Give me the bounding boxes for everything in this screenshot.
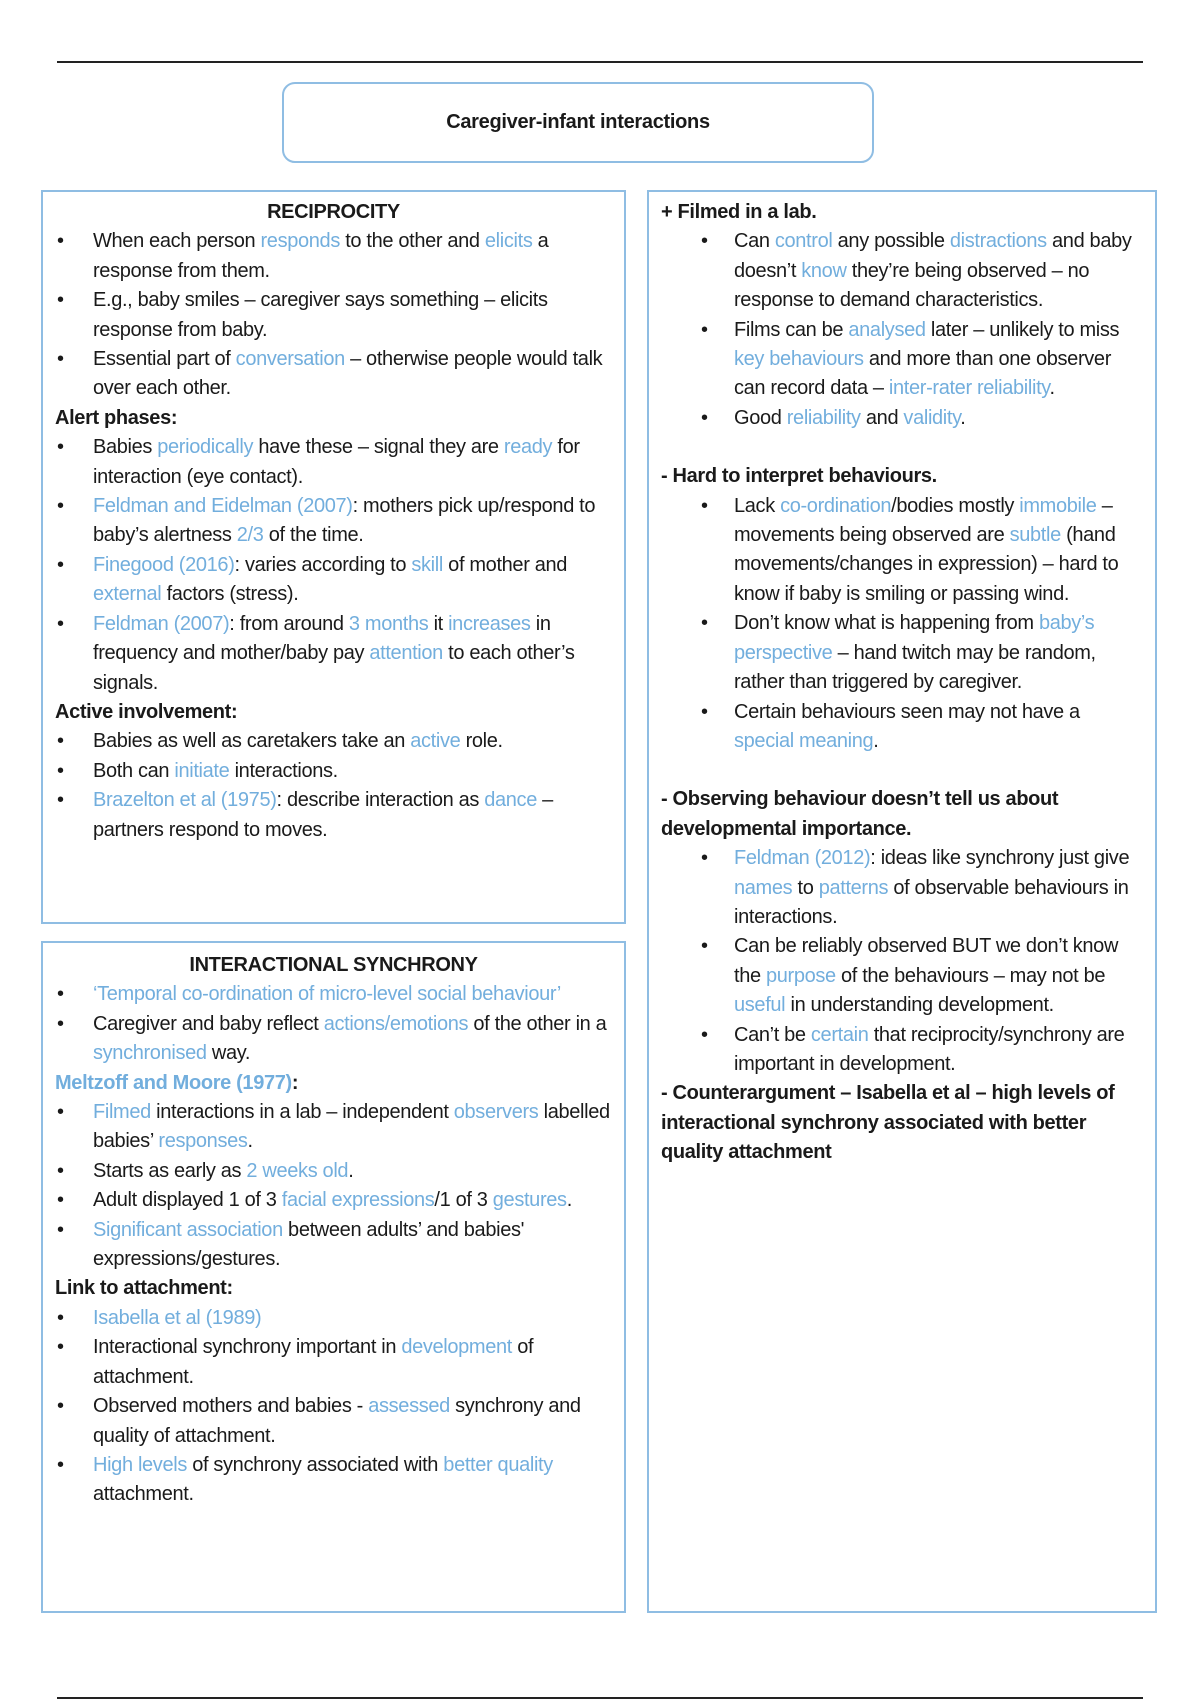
text-segment: Can [734,230,775,253]
highlighted-term: gestures [492,1189,567,1212]
subheading [55,1274,612,1303]
subheading [55,698,612,727]
bullet-item [55,1157,612,1186]
bullet-item [55,610,612,698]
highlighted-term: key behaviours [734,348,864,371]
text-segment: Certain behaviours seen may not have a [734,700,1080,723]
text-segment: Link to attachment: [55,1277,233,1300]
text-segment: Good [734,406,787,429]
text-segment: . [247,1130,253,1153]
text-segment: interactions. [229,759,338,782]
highlighted-term: ready [503,436,553,459]
text-segment: of the time. [263,524,364,547]
highlighted-term: skill [411,553,443,576]
bullet-item [661,492,1143,610]
highlighted-term: observers [453,1101,539,1124]
text-segment: later – unlikely to miss [925,318,1120,341]
reciprocity-box [41,190,626,924]
highlighted-term: 2/3 [236,524,264,547]
text-segment: Films can be [734,318,849,341]
text-segment: Essential part of [93,348,236,371]
highlighted-term: patterns [818,876,889,899]
text-segment: - Counterargument – Isabella et al – high levels of interactional synchrony associated with better quality attachment [661,1082,1115,1164]
highlighted-term: Meltzoff and Moore (1977) [55,1071,292,1094]
text-segment: of synchrony associated with [186,1453,444,1476]
evaluation-box [647,190,1157,1613]
text-segment: RECIPROCITY [267,201,400,223]
text-segment: to the other and [339,230,485,253]
text-segment: of the other in a [468,1012,607,1035]
highlighted-term: special meaning [734,729,874,752]
bullet-item [661,227,1143,315]
text-segment: When each person [93,230,261,253]
text-segment: . [1049,377,1055,400]
highlighted-term: development [401,1336,512,1359]
subheading [661,1079,1143,1167]
text-segment: – otherwise people would talk over each other. [93,348,603,400]
text-segment: factors (stress). [161,583,299,606]
bullet-item [55,1098,612,1157]
spacer [661,433,1143,462]
highlighted-term: Feldman (2012) [734,847,871,870]
text-segment: Babies [93,436,158,459]
highlighted-term: increases [448,612,531,635]
text-segment: E.g., baby smiles – caregiver says something – elicits response from baby. [93,289,548,341]
highlighted-term: Feldman and Eidelman (2007) [93,495,353,518]
highlighted-term: useful [734,994,786,1017]
bullet-item [55,786,612,845]
text-segment: : [291,1071,299,1094]
highlighted-term: High levels [93,1453,187,1476]
highlighted-term: inter-rater reliability [888,377,1050,400]
text-segment: of observable behaviours in interactions. [734,876,1129,928]
spacer [661,756,1143,785]
text-segment: /bodies mostly [891,494,1020,517]
bullet-item [661,932,1143,1020]
text-segment: for interaction (eye contact). [93,436,580,488]
highlighted-term: periodically [157,436,254,459]
text-segment: /1 of 3 [434,1189,493,1212]
highlighted-term: Finegood (2016) [93,553,235,576]
highlighted-term: synchronised [93,1042,207,1065]
highlighted-term: actions/emotions [323,1012,469,1035]
highlighted-term: co-ordination [780,494,892,517]
text-segment: Starts as early as [93,1159,247,1182]
text-segment: of mother and [442,553,568,576]
highlighted-term: assessed [368,1395,450,1418]
highlighted-term: Isabella et al (1989) [93,1306,262,1329]
text-segment: Active involvement: [55,700,238,723]
text-segment: Alert phases: [55,406,178,429]
highlighted-term: control [774,230,833,253]
text-segment: . [348,1159,354,1182]
text-segment: : from around [229,612,349,635]
text-segment: - Hard to interpret behaviours. [661,465,937,488]
text-segment: and baby doesn’t [734,230,1132,282]
text-segment: Don’t know what is happening from [734,612,1039,635]
highlighted-term: attention [369,642,443,665]
highlighted-term: subtle [1009,524,1061,547]
highlighted-term: better quality [443,1453,553,1476]
text-segment: any possible [832,230,950,253]
highlighted-term: 3 months [348,612,429,635]
text-segment: + Filmed in a lab. [661,201,817,223]
highlighted-term: Significant association [93,1218,283,1241]
highlighted-term: purpose [765,964,836,987]
highlighted-term: active [410,730,461,753]
bullet-item [661,609,1143,697]
highlighted-term: validity [903,406,961,429]
bullet-item [661,404,1143,433]
text-segment: to [792,876,819,899]
highlighted-term: reliability [786,406,861,429]
text-segment: (hand movements/changes in expression) – hard to know if baby is smiling or passing wind. [734,524,1119,605]
highlighted-term: analysed [848,318,926,341]
text-segment: Can’t be [734,1023,811,1046]
top-rule [57,61,1143,63]
text-segment: role. [460,730,503,753]
interactional-synchrony-box [41,941,626,1613]
text-segment: . [873,729,879,752]
text-segment: to each other’s signals. [93,642,575,694]
text-segment: and [860,406,904,429]
highlighted-term: know [801,259,847,282]
highlighted-term: distractions [949,230,1047,253]
text-segment: that reciprocity/synchrony are important in development. [734,1023,1125,1075]
bullet-item [661,1021,1143,1080]
text-segment: Babies as well as caretakers take an [93,730,411,753]
highlighted-term: elicits [484,230,533,253]
bullet-item [55,1451,612,1510]
text-segment: in understanding development. [785,994,1054,1017]
text-segment: they’re being observed – no response to demand characteristics. [734,259,1090,312]
text-segment: attachment. [93,1483,194,1506]
text-segment: Lack [734,494,781,517]
highlighted-term: external [93,583,162,606]
subheading [661,785,1143,844]
highlighted-term: 2 weeks old [246,1159,349,1182]
section-heading [55,951,612,980]
text-segment: Caregiver and baby reflect [93,1012,324,1035]
text-segment: of attachment. [93,1336,534,1388]
highlighted-term: responses [158,1130,248,1153]
text-segment: in frequency and mother/baby pay [93,612,551,665]
text-segment: it [428,612,449,635]
text-segment: INTERACTIONAL SYNCHRONY [189,954,478,976]
text-segment: have these – signal they are [253,436,504,459]
bullet-item [55,227,612,286]
page-title: Caregiver-infant interactions [446,111,710,133]
text-segment: - Observing behaviour doesn’t tell us about developmental importance. [661,788,1059,840]
text-segment: – partners respond to moves. [93,789,553,841]
highlighted-term: certain [810,1023,869,1046]
text-segment: : describe interaction as [276,789,485,812]
text-segment: : varies according to [234,553,412,576]
subheading [661,462,1143,491]
bullet-item [661,844,1143,932]
text-segment: – movements being observed are [734,494,1113,547]
bullet-item [55,1392,612,1451]
highlighted-term: ‘Temporal co-ordination of micro-level social behaviour’ [93,983,562,1006]
text-segment: . [566,1189,572,1212]
text-segment: Both can [93,759,175,782]
bullet-item [55,286,612,345]
text-segment: of the behaviours – may not be [835,964,1106,987]
text-segment: a response from them. [93,230,549,282]
highlighted-term: immobile [1019,494,1097,517]
highlighted-term: baby’s perspective [734,612,1095,664]
bullet-item [661,698,1143,757]
text-segment: . [960,406,966,429]
text-segment: between adults’ and babies' expressions/gestures. [93,1218,525,1271]
highlighted-term: names [734,876,793,899]
text-segment: way. [206,1042,251,1065]
text-segment: Observed mothers and babies - [93,1395,369,1418]
bullet-item [55,551,612,610]
text-segment: labelled babies’ [93,1101,610,1153]
bullet-item [55,492,612,551]
subheading [55,1069,612,1098]
highlighted-term: Filmed [93,1101,151,1124]
bullet-item [55,980,612,1009]
bullet-item [55,1304,612,1333]
highlighted-term: initiate [174,759,230,782]
title-box [282,82,874,163]
highlighted-term: Feldman (2007) [93,612,230,635]
bullet-item [55,1010,612,1069]
highlighted-term: Brazelton et al (1975) [93,789,277,812]
bullet-item [55,727,612,756]
text-segment: : ideas like synchrony just give [870,847,1130,870]
text-segment: Interactional synchrony important in [93,1336,402,1359]
bullet-item [55,1186,612,1215]
highlighted-term: responds [260,230,340,253]
bullet-item [661,316,1143,404]
text-segment: Can be reliably observed BUT we don’t know the [734,935,1119,987]
highlighted-term: facial expressions [281,1189,435,1212]
subheading [55,404,612,433]
bullet-item [55,1333,612,1392]
text-segment: : mothers pick up/respond to baby’s alertness [93,495,596,547]
bullet-item [55,433,612,492]
text-segment: synchrony and quality of attachment. [93,1395,581,1447]
bullet-item [55,757,612,786]
highlighted-term: dance [484,789,537,812]
text-segment: interactions in a lab – independent [150,1101,454,1124]
subheading [661,198,1143,227]
text-segment: – hand twitch may be random, rather than triggered by caregiver. [734,641,1096,694]
bullet-item [55,345,612,404]
highlighted-term: conversation [235,348,345,371]
text-segment: Adult displayed 1 of 3 [93,1189,282,1212]
text-segment: and more than one observer can record data – [734,348,1112,400]
bullet-item [55,1216,612,1275]
section-heading [55,198,612,227]
bottom-rule [57,1697,1143,1699]
